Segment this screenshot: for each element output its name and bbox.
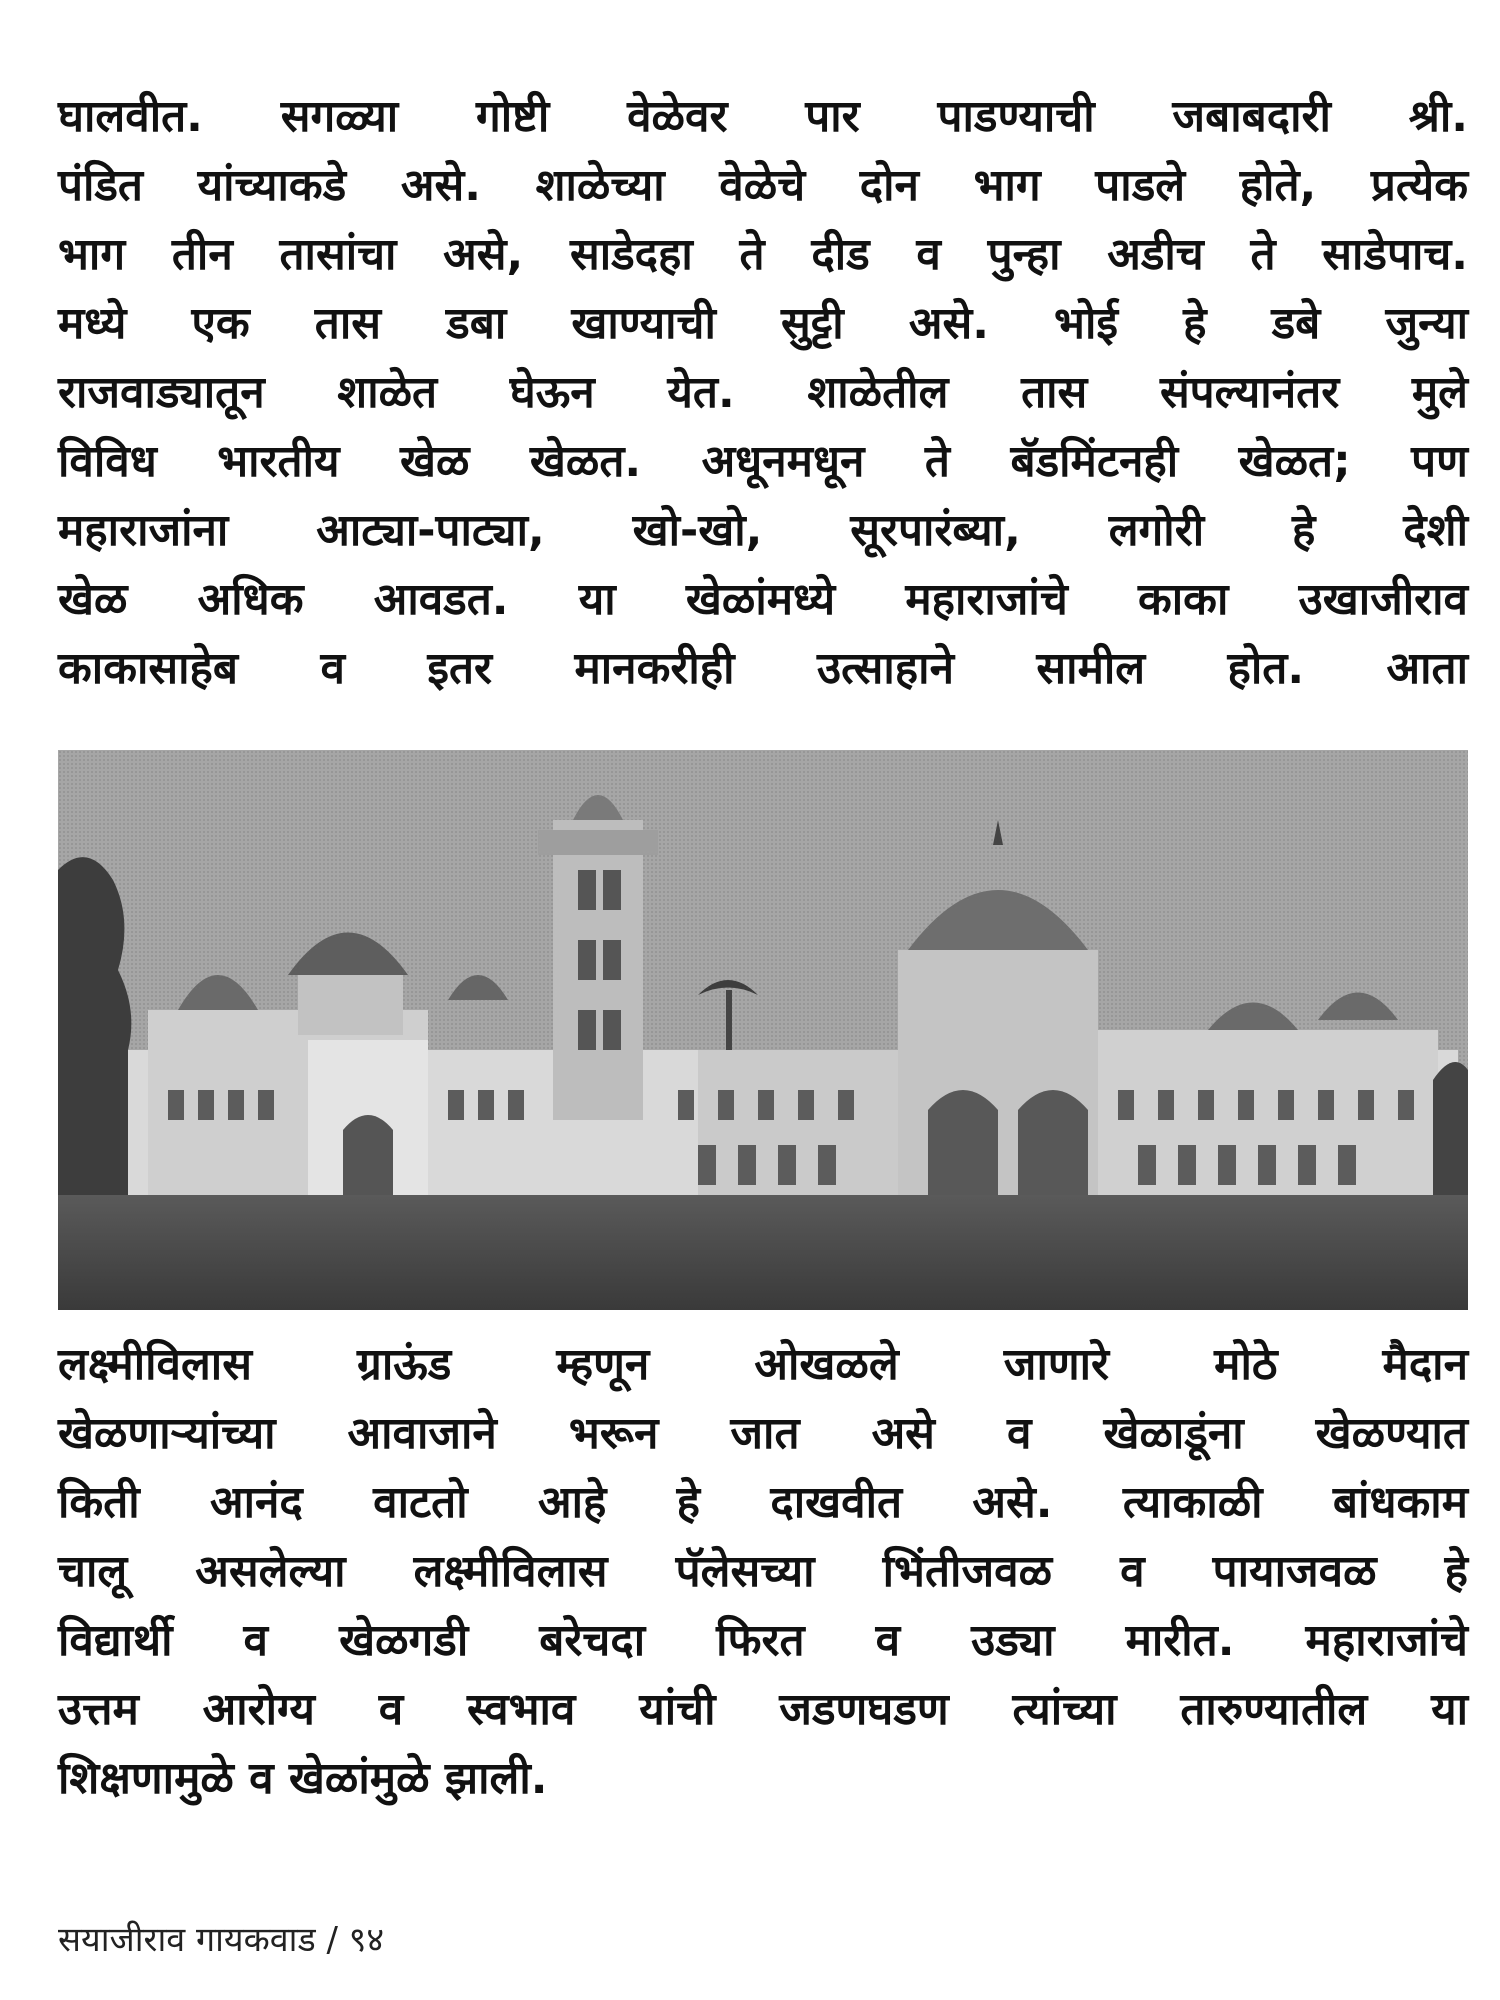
text-line: लक्ष्मीविलास ग्राऊंड म्हणून ओखळले जाणारे मोठे मैदान [58,1339,1468,1390]
text-line: विविध भारतीय खेळ खेळत. अधूनमधून ते बॅडमिंटनही खेळत; पण [58,436,1468,487]
palace-illustration [58,750,1468,1310]
text-line: राजवाड्यातून शाळेत घेऊन येत. शाळेतील तास संपल्यानंतर मुले [58,367,1468,418]
top-paragraph [58,82,1468,703]
text-line: काकासाहेब व इतर मानकरीही उत्साहाने सामील होत. आता [58,643,1468,694]
text-line: घालवीत. सगळ्या गोष्टी वेळेवर पार पाडण्याची जबाबदारी श्री. [58,91,1468,142]
text-line: भाग तीन तासांचा असे, साडेदहा ते दीड व पुन्हा अडीच ते साडेपाच. [58,229,1468,280]
text-line: किती आनंद वाटतो आहे हे दाखवीत असे. त्याकाळी बांधकाम [58,1477,1468,1528]
text-line: पंडित यांच्याकडे असे. शाळेच्या वेळेचे दोन भाग पाडले होते, प्रत्येक [58,160,1468,211]
bottom-paragraph [58,1330,1468,1813]
text-line: शिक्षणामुळे व खेळांमुळे झाली. [58,1753,548,1804]
text-line: खेळणाऱ्यांच्या आवाजाने भरून जात असे व खेळाडूंना खेळण्यात [58,1408,1468,1459]
text-line: खेळ अधिक आवडत. या खेळांमध्ये महाराजांचे काका उखाजीराव [58,574,1468,625]
text-line: उत्तम आरोग्य व स्वभाव यांची जडणघडण त्यांच्या तारुण्यातील या [58,1684,1468,1735]
page-footer: सयाजीराव गायकवाड / ९४ [58,1920,385,1960]
text-line: विद्यार्थी व खेळगडी बरेचदा फिरत व उड्या मारीत. महाराजांचे [58,1615,1468,1666]
palace-photograph [58,750,1468,1310]
text-line: मध्ये एक तास डबा खाण्याची सुट्टी असे. भोई हे डबे जुन्या [58,298,1468,349]
text-line: चालू असलेल्या लक्ष्मीविलास पॅलेसच्या भिंतीजवळ व पायाजवळ हे [58,1546,1468,1597]
text-line: महाराजांना आट्या-पाट्या, खो-खो, सूरपारंब्या, लगोरी हे देशी [58,505,1468,556]
